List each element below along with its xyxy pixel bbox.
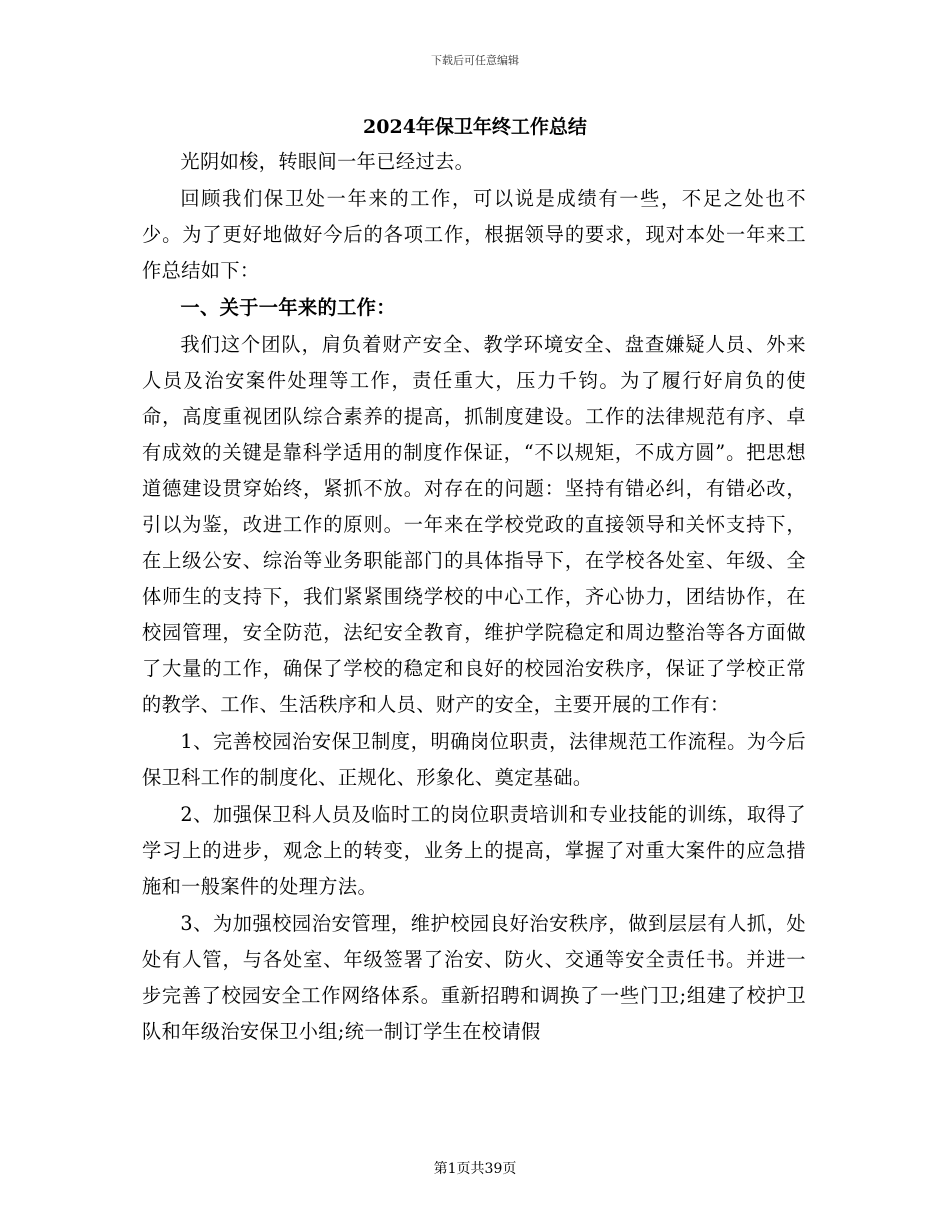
page-number: 第1页共39页 bbox=[433, 1161, 517, 1177]
paragraph-team: 我们这个团队，肩负着财产安全、教学环境安全、盘查嫌疑人员、外来人员及治安案件处理等工作，责任重大，压力千钧。为了履行好肩负的使命，高度重视团队综合素养的提高，抓制度建设。工作的法律规范有序、卓有成效的关键是靠科学适用的制度作保证，“不以规矩，不成方圆”。把思想道德建设贯穿始终，紧抓不放。对存在的问题：坚持有错必纠，有错必改，引以为鉴，改进工作的原则。一年来在学校党政的直接领导和关怀支持下，在上级公安、综治等业务职能部门的具体指导下，在学校各处室、年级、全体师生的支持下，我们紧紧围绕学校的中心工作，齐心协力，团结协作，在校园管理，安全防范，法纪安全教育，维护学院稳定和周边整治等各方面做了大量的工作，确保了学校的稳定和良好的校园治安秩序，保证了学校正常的教学、工作、生活秩序和人员、财产的安全，主要开展的工作有： bbox=[142, 333, 806, 716]
paragraph-item-1: 1、完善校园治安保卫制度，明确岗位职责，法律规范工作流程。为今后保卫科工作的制度化、正规化、形象化、奠定基础。 bbox=[142, 730, 806, 789]
paragraph-item-2: 2、加强保卫科人员及临时工的岗位职责培训和专业技能的训练，取得了学习上的进步，观念上的转变，业务上的提高，掌握了对重大案件的应急措施和一般案件的处理方法。 bbox=[142, 803, 806, 898]
paragraph-item-3: 3、为加强校园治安管理，维护校园良好治安秩序，做到层层有人抓，处处有人管，与各处室、年级签署了治安、防火、交通等安全责任书。并进一步完善了校园安全工作网络体系。重新招聘和调换了一些门卫;组建了校护卫队和年级治安保卫小组;统一制订学生在校请假 bbox=[142, 912, 806, 1043]
section-heading: 一、关于一年来的工作： bbox=[180, 296, 396, 319]
paragraph-intro: 光阴如梭，转眼间一年已经过去。 bbox=[180, 150, 475, 173]
paragraph-review: 回顾我们保卫处一年来的工作，可以说是成绩有一些，不足之处也不少。为了更好地做好今后的各项工作，根据领导的要求，现对本处一年来工作总结如下： bbox=[142, 187, 806, 282]
document-title: 2024年保卫年终工作总结 bbox=[363, 116, 587, 138]
document-body bbox=[142, 144, 806, 1051]
header-note: 下载后可任意编辑 bbox=[431, 54, 519, 67]
